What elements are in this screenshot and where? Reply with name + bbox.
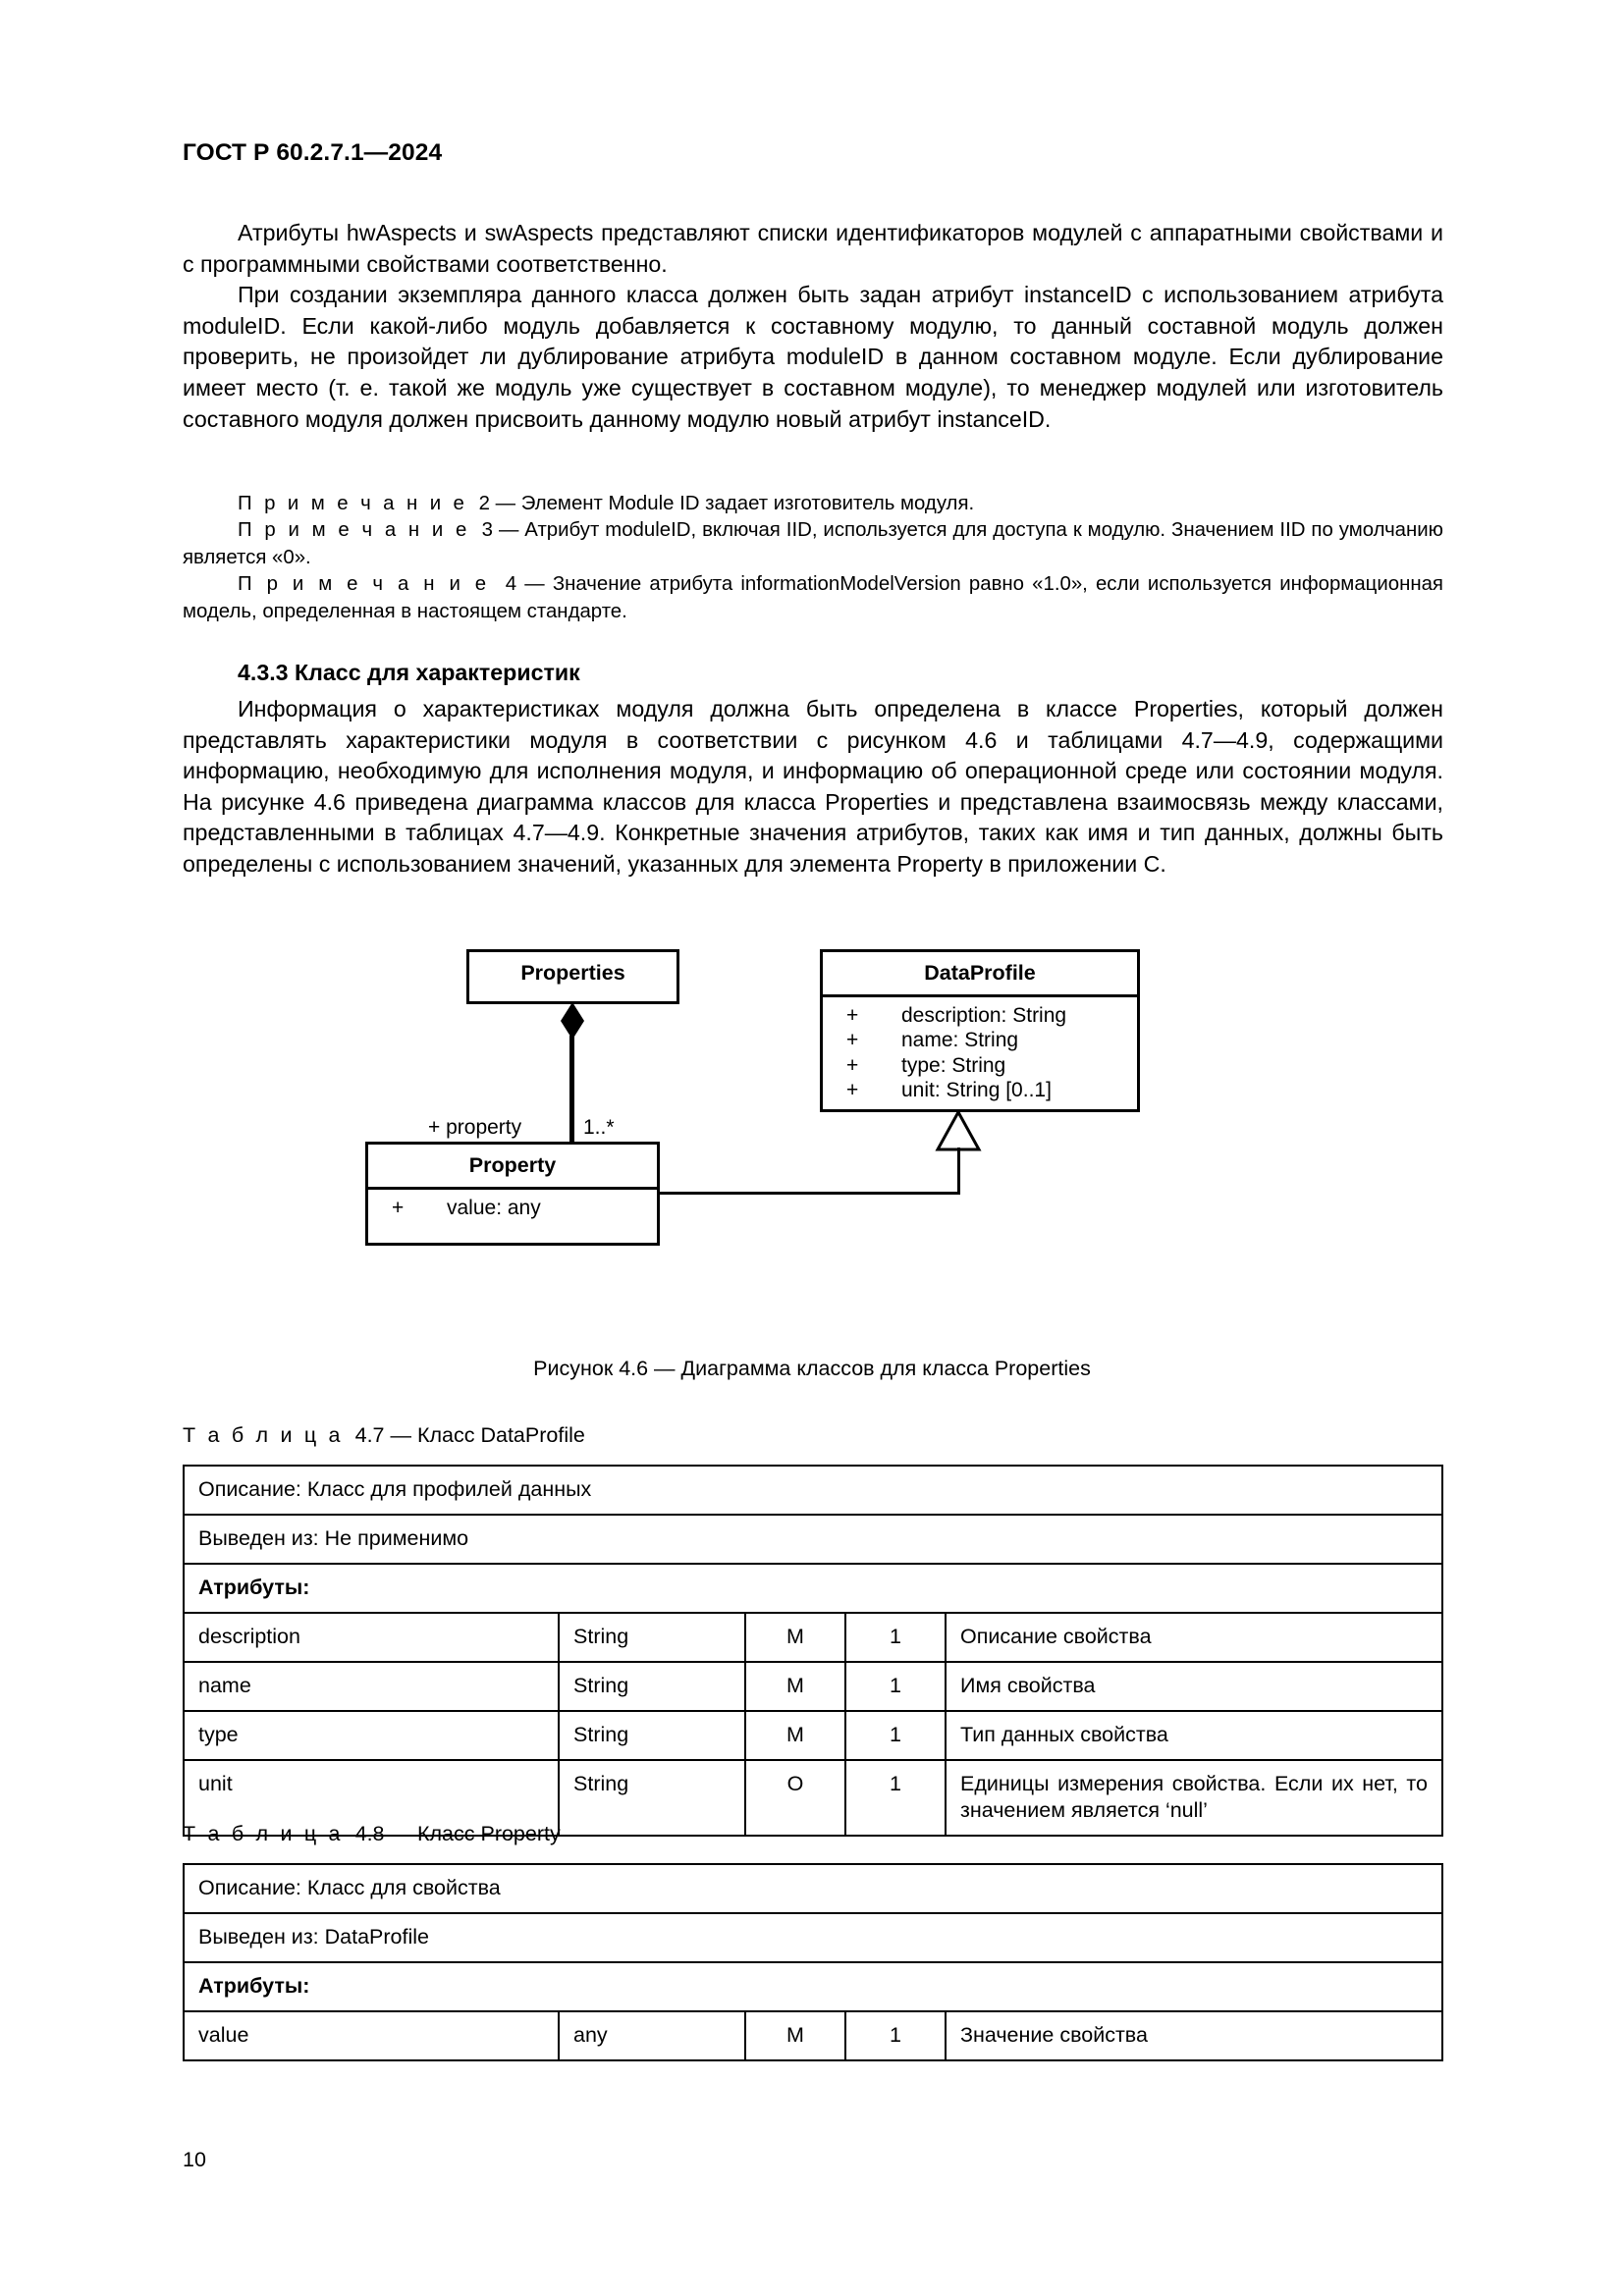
table-caption-text: — Класс Property xyxy=(390,1822,561,1845)
note-label: П р и м е ч а н и е xyxy=(238,519,470,542)
table-row xyxy=(184,2011,1442,2060)
table-row xyxy=(184,1613,1442,1662)
table-caption-4-8 xyxy=(183,1822,561,1846)
paragraph-2: При создании экземпляра данного класса должен быть задан атрибут instanceID с использованием атрибута moduleID. Если какой-либо модуль добавляется к составному модулю, то данный составной модуль должен проверить, не произойдет ли дублирование атрибута moduleID в данном составном модуле. Если дублирование имеет место (т. е. такой же модуль уже существует в составном модуле), то менеджер модулей или изготовитель составного модуля должен присвоить данному модулю новый атрибут instanceID. xyxy=(183,282,1443,432)
uml-attribute-row xyxy=(368,1196,657,1221)
note-number: 2 xyxy=(478,493,490,514)
description-key: Описание: xyxy=(198,1477,301,1501)
attribute-name: type xyxy=(184,1711,559,1760)
derived-value: DataProfile xyxy=(324,1925,429,1949)
attribute-type: String xyxy=(559,1662,745,1711)
attribute-cardinality: 1 xyxy=(845,2011,946,2060)
note-item: П р и м е ч а н и е 4 — Значение атрибута informationModelVersion равно «1.0», если используется информационная модель, определенная в настоящем стандарте. xyxy=(183,573,1443,622)
attribute-description: Тип данных свойства xyxy=(946,1711,1442,1760)
description-value: Класс для свойства xyxy=(306,1876,501,1899)
uml-attribute-row xyxy=(823,1078,1137,1103)
table-caption-label: Т а б л и ц а xyxy=(183,1423,344,1447)
description-key: Описание: xyxy=(198,1876,301,1899)
table-cell-derived xyxy=(184,1913,1442,1962)
attribute-description: Описание свойства xyxy=(946,1613,1442,1662)
table-row xyxy=(184,1466,1442,1515)
attribute-type: String xyxy=(559,1613,745,1662)
attribute-obligation: M xyxy=(745,1662,845,1711)
uml-attribute-visibility: + xyxy=(846,1029,859,1052)
uml-class-name: Properties xyxy=(520,961,625,985)
generalization-line-vertical xyxy=(957,1148,960,1195)
attribute-type: any xyxy=(559,2011,745,2060)
uml-attribute-row xyxy=(823,1003,1137,1029)
note-label: П р и м е ч а н и е xyxy=(238,573,490,596)
table-cell-attributes-header: Атрибуты: xyxy=(184,1962,1442,2011)
table-cell-description xyxy=(184,1864,1442,1913)
section-paragraphs xyxy=(183,694,1443,881)
generalization-triangle-icon xyxy=(935,1110,982,1151)
attribute-obligation: M xyxy=(745,1711,845,1760)
attribute-cardinality: 1 xyxy=(845,1711,946,1760)
note-item: П р и м е ч а н и е 2 — Элемент Module ID задает изготовитель модуля. xyxy=(238,493,975,514)
attribute-name: value xyxy=(184,2011,559,2060)
table-caption-text: — Класс DataProfile xyxy=(390,1423,585,1447)
uml-class-name: DataProfile xyxy=(924,961,1036,985)
section-paragraph: Информация о характеристиках модуля должна быть определена в классе Properties, который должен представлять характеристики модуля в соответствии с рисунком 4.6 и таблицами 4.7—4.9, содержащими информацию, необходимую для исполнения модуля, и информацию об операционной среде или состоянии модуля. На рисунке 4.6 приведена диаграмма классов для класса Properties и представлена взаимосвязь между классами, представленными в таблицах 4.7—4.9. Конкретные значения атрибутов, таких как имя и тип данных, должны быть определены с использованием значений, указанных для элемента Property в приложении С. xyxy=(183,696,1443,877)
uml-attribute-list xyxy=(823,997,1137,1111)
page-number: 10 xyxy=(183,2148,206,2171)
attribute-obligation: M xyxy=(745,2011,845,2060)
note-number: 4 xyxy=(505,573,517,596)
uml-class-properties xyxy=(466,949,679,1004)
attribute-obligation: M xyxy=(745,1613,845,1662)
note-label: П р и м е ч а н и е xyxy=(238,493,468,514)
table-row xyxy=(184,1662,1442,1711)
attribute-description: Значение свойства xyxy=(946,2011,1442,2060)
uml-attribute-visibility: + xyxy=(846,1053,859,1077)
table-4-8 xyxy=(183,1863,1443,2061)
uml-attribute-signature: unit: String [0..1] xyxy=(901,1079,1052,1102)
attribute-name: description xyxy=(184,1613,559,1662)
uml-class-property xyxy=(365,1142,660,1246)
uml-attribute-visibility: + xyxy=(392,1196,405,1219)
table-cell-derived xyxy=(184,1515,1442,1564)
uml-attribute-signature: name: String xyxy=(901,1029,1019,1052)
uml-attribute-signature: value: any xyxy=(447,1196,541,1219)
uml-class-diagram xyxy=(183,937,1443,1222)
table-cell-attributes-header: Атрибуты: xyxy=(184,1564,1442,1613)
intro-paragraphs xyxy=(183,218,1443,435)
uml-attribute-visibility: + xyxy=(846,1003,859,1027)
description-value: Класс для профилей данных xyxy=(306,1477,592,1501)
table-row xyxy=(184,1564,1442,1613)
table-caption-number: 4.7 xyxy=(354,1423,385,1447)
uml-attribute-row xyxy=(823,1028,1137,1053)
uml-class-name: Property xyxy=(468,1153,557,1177)
uml-attribute-row xyxy=(823,1053,1137,1079)
derived-value: Не применимо xyxy=(324,1526,469,1550)
note-item: П р и м е ч а н и е 3 — Атрибут moduleID, включая IID, используется для доступа к модулю. Значением IID по умолчанию является «0». xyxy=(183,519,1443,568)
generalization-line-horizontal xyxy=(658,1192,960,1195)
table-row xyxy=(184,1864,1442,1913)
uml-attribute-list xyxy=(368,1190,657,1229)
section-heading-4-3-3: 4.3.3 Класс для характеристик xyxy=(238,660,580,685)
table-row xyxy=(184,1711,1442,1760)
note-text: Элемент Module ID задает изготовитель модуля. xyxy=(520,493,975,514)
table-caption-number: 4.8 xyxy=(354,1822,385,1845)
attribute-type: String xyxy=(559,1760,745,1836)
table-row xyxy=(184,1913,1442,1962)
paragraph-1: Атрибуты hwAspects и swAspects представляют списки идентификаторов модулей с аппаратными свойствами и с программными свойствами соответственно. xyxy=(183,220,1443,277)
uml-attribute-signature: description: String xyxy=(901,1003,1067,1027)
attribute-name: name xyxy=(184,1662,559,1711)
attribute-name: unit xyxy=(184,1760,559,1836)
table-row xyxy=(184,1962,1442,2011)
table-row xyxy=(184,1515,1442,1564)
notes-list xyxy=(183,491,1443,625)
association-role-label: + property xyxy=(428,1116,522,1139)
association-multiplicity-label: 1..* xyxy=(583,1116,615,1139)
note-text: Атрибут moduleID, включая IID, используется для доступа к модулю. Значением IID по умолчанию является «0». xyxy=(183,519,1443,568)
uml-attribute-signature: type: String xyxy=(901,1053,1006,1077)
document-header: ГОСТ Р 60.2.7.1—2024 xyxy=(183,139,443,166)
uml-class-dataprofile xyxy=(820,949,1140,1112)
figure-caption: Рисунок 4.6 — Диаграмма классов для класса Properties xyxy=(533,1357,1091,1380)
derived-key: Выведен из: xyxy=(198,1526,319,1550)
table-caption-label: Т а б л и ц а xyxy=(183,1822,344,1845)
table-cell-description xyxy=(184,1466,1442,1515)
aggregation-line xyxy=(569,1036,574,1144)
attribute-description: Имя свойства xyxy=(946,1662,1442,1711)
attribute-cardinality: 1 xyxy=(845,1613,946,1662)
note-number: 3 xyxy=(481,519,494,542)
attribute-obligation: O xyxy=(745,1760,845,1836)
attribute-cardinality: 1 xyxy=(845,1760,946,1836)
table-4-7 xyxy=(183,1465,1443,1837)
table-caption-4-7 xyxy=(183,1423,585,1448)
attribute-cardinality: 1 xyxy=(845,1662,946,1711)
derived-key: Выведен из: xyxy=(198,1925,319,1949)
note-text: Значение атрибута informationModelVersion равно «1.0», если используется информационная модель, определенная в настоящем стандарте. xyxy=(183,573,1443,622)
attribute-type: String xyxy=(559,1711,745,1760)
uml-attribute-visibility: + xyxy=(846,1079,859,1102)
attribute-description: Единицы измерения свойства. Если их нет, то значением является ‘null’ xyxy=(946,1760,1442,1836)
